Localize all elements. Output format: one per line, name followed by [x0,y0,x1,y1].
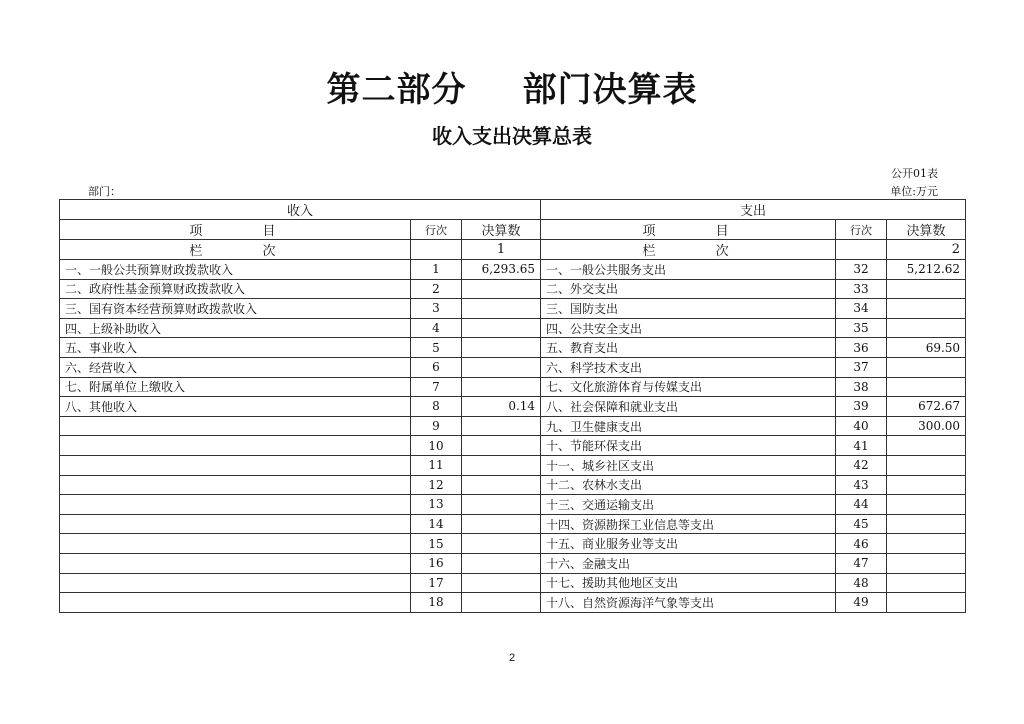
expense-line-cell: 34 [836,299,887,319]
table-row [60,260,966,280]
table-row [60,299,966,319]
income-amount-cell [462,436,541,456]
income-line-cell: 3 [411,299,462,319]
expense-index-blank [836,240,887,260]
income-amount-cell [462,455,541,475]
income-amount-cell [462,299,541,319]
income-amount-cell [462,377,541,397]
income-line-cell: 14 [411,514,462,534]
table-row [60,416,966,436]
income-line-cell: 15 [411,534,462,554]
expense-amount-cell [887,299,966,319]
expense-line-cell: 32 [836,260,887,280]
table-row [60,377,966,397]
income-line-cell: 1 [411,260,462,280]
income-item-cell [60,416,411,436]
expense-item-cell: 四、公共安全支出 [541,318,836,338]
table-row [60,279,966,299]
title-part-1: 第二部分 [326,70,467,110]
income-item-cell [60,475,411,495]
table-row [60,593,966,613]
expense-amount-cell [887,534,966,554]
page-title [0,62,1024,111]
table-row [60,495,966,515]
income-item-header: 项 目 [60,220,411,240]
income-line-cell: 7 [411,377,462,397]
expense-item-cell: 十三、交通运输支出 [541,495,836,515]
expense-line-cell: 39 [836,397,887,417]
income-item-cell: 五、事业收入 [60,338,411,358]
income-amount-cell [462,553,541,573]
table-row [60,553,966,573]
expense-item-cell: 七、文化旅游体育与传媒支出 [541,377,836,397]
table-row [60,455,966,475]
expense-line-cell: 36 [836,338,887,358]
expense-line-cell: 43 [836,475,887,495]
expense-line-cell: 45 [836,514,887,534]
income-item-cell: 二、政府性基金预算财政拨款收入 [60,279,411,299]
expense-item-cell: 六、科学技术支出 [541,357,836,377]
expense-item-cell: 二、外交支出 [541,279,836,299]
expense-line-cell: 49 [836,593,887,613]
income-amount-cell [462,279,541,299]
income-item-cell: 三、国有资本经营预算财政拨款收入 [60,299,411,319]
column-header-row [60,220,966,240]
expense-line-cell: 35 [836,318,887,338]
income-line-cell: 8 [411,397,462,417]
income-amount-cell [462,514,541,534]
income-item-cell [60,495,411,515]
expense-amount-cell [887,573,966,593]
table-code: 公开01表 [891,167,938,180]
income-line-cell: 13 [411,495,462,515]
expense-index-label: 栏 次 [541,240,836,260]
table-row [60,475,966,495]
income-amount-header: 决算数 [462,220,541,240]
income-header: 收入 [60,200,541,220]
table-row [60,357,966,377]
income-amount-cell [462,338,541,358]
income-item-cell [60,534,411,554]
title-part-2: 部门决算表 [522,70,698,110]
expense-amount-cell [887,377,966,397]
income-amount-cell [462,357,541,377]
expense-header: 支出 [541,200,966,220]
income-amount-cell: 6,293.65 [462,260,541,280]
income-line-cell: 17 [411,573,462,593]
expense-line-cell: 47 [836,553,887,573]
expense-item-cell: 五、教育支出 [541,338,836,358]
expense-amount-cell [887,357,966,377]
expense-item-cell: 十六、金融支出 [541,553,836,573]
income-item-cell [60,553,411,573]
table-row [60,338,966,358]
expense-item-cell: 十二、农林水支出 [541,475,836,495]
page-number: 2 [508,652,516,664]
table-row [60,318,966,338]
expense-amount-header: 决算数 [887,220,966,240]
expense-amount-cell [887,593,966,613]
expense-amount-cell [887,514,966,534]
income-item-cell [60,593,411,613]
income-item-cell: 一、一般公共预算财政拨款收入 [60,260,411,280]
expense-item-header: 项 目 [541,220,836,240]
income-line-cell: 4 [411,318,462,338]
expense-amount-cell [887,495,966,515]
income-item-cell: 六、经营收入 [60,357,411,377]
income-line-cell: 6 [411,357,462,377]
table-row [60,397,966,417]
expense-line-cell: 44 [836,495,887,515]
expense-line-cell: 33 [836,279,887,299]
expense-amount-cell: 5,212.62 [887,260,966,280]
expense-amount-cell [887,455,966,475]
expense-line-cell: 46 [836,534,887,554]
income-item-cell: 四、上级补助收入 [60,318,411,338]
table-row [60,436,966,456]
income-line-cell: 2 [411,279,462,299]
expense-item-cell: 十、节能环保支出 [541,436,836,456]
department-label: 部门： [88,185,121,198]
income-line-cell: 16 [411,553,462,573]
expense-amount-cell [887,318,966,338]
column-index-row [60,240,966,260]
expense-item-cell: 十七、援助其他地区支出 [541,573,836,593]
expense-amount-cell [887,553,966,573]
income-line-cell: 10 [411,436,462,456]
income-col-index: 1 [462,240,541,260]
income-item-cell: 八、其他收入 [60,397,411,417]
unit-label: 单位:万元 [890,185,938,198]
expense-item-cell: 十五、商业服务业等支出 [541,534,836,554]
income-line-cell: 11 [411,455,462,475]
expense-amount-cell [887,475,966,495]
income-index-label: 栏 次 [60,240,411,260]
expense-line-cell: 40 [836,416,887,436]
income-amount-cell [462,495,541,515]
income-amount-cell [462,573,541,593]
expense-item-cell: 十一、城乡社区支出 [541,455,836,475]
table-row [60,573,966,593]
table-row [60,514,966,534]
income-amount-cell: 0.14 [462,397,541,417]
expense-amount-cell [887,436,966,456]
section-header-row [60,200,966,220]
income-amount-cell [462,318,541,338]
income-item-cell [60,514,411,534]
income-item-cell: 七、附属单位上缴收入 [60,377,411,397]
expense-amount-cell: 672.67 [887,397,966,417]
expense-line-header: 行次 [836,220,887,240]
expense-line-cell: 42 [836,455,887,475]
income-index-blank [411,240,462,260]
expense-line-cell: 41 [836,436,887,456]
expense-item-cell: 十四、资源勘探工业信息等支出 [541,514,836,534]
expense-amount-cell [887,279,966,299]
expense-item-cell: 十八、自然资源海洋气象等支出 [541,593,836,613]
income-amount-cell [462,416,541,436]
expense-col-index: 2 [887,240,966,260]
income-line-cell: 5 [411,338,462,358]
income-item-cell [60,436,411,456]
table-row [60,534,966,554]
expense-item-cell: 三、国防支出 [541,299,836,319]
income-item-cell [60,573,411,593]
income-line-cell: 12 [411,475,462,495]
income-expense-table [59,199,966,613]
expense-amount-cell: 300.00 [887,416,966,436]
income-amount-cell [462,593,541,613]
expense-item-cell: 八、社会保障和就业支出 [541,397,836,417]
expense-line-cell: 38 [836,377,887,397]
expense-item-cell: 一、一般公共服务支出 [541,260,836,280]
income-line-cell: 18 [411,593,462,613]
income-line-cell: 9 [411,416,462,436]
income-amount-cell [462,534,541,554]
expense-line-cell: 48 [836,573,887,593]
table-subtitle: 收入支出决算总表 [432,124,592,148]
expense-line-cell: 37 [836,357,887,377]
income-line-header: 行次 [411,220,462,240]
income-item-cell [60,455,411,475]
income-amount-cell [462,475,541,495]
expense-item-cell: 九、卫生健康支出 [541,416,836,436]
expense-amount-cell: 69.50 [887,338,966,358]
